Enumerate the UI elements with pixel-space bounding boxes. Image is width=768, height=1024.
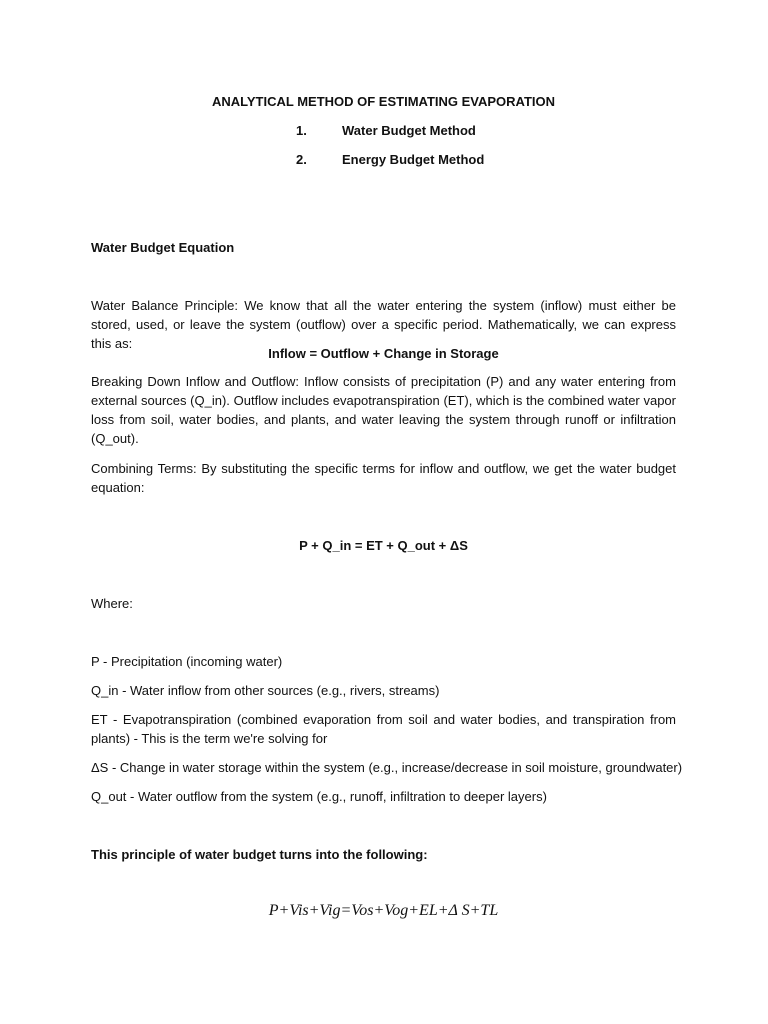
- method-number: 1.: [296, 123, 307, 138]
- definition-item: ΔS - Change in water storage within the system (e.g., increase/decrease in soil moisture, groundwater): [91, 760, 683, 775]
- definition-item: Q_out - Water outflow from the system (e.g., runoff, infiltration to deeper layers): [91, 789, 547, 804]
- equation-water-budget: P + Q_in = ET + Q_out + ΔS: [299, 538, 468, 553]
- method-label: Energy Budget Method: [342, 152, 485, 167]
- paragraph-balance: Water Balance Principle: We know that all the water entering the system (inflow) must either be stored, used, or leave the system (outflow) over a specific period. Mathematically, we can express this as:: [91, 298, 676, 351]
- definition-item: P - Precipitation (incoming water): [91, 654, 283, 669]
- method-number: 2.: [296, 152, 307, 167]
- principle-heading: This principle of water budget turns into the following:: [91, 847, 428, 862]
- paragraph-breaking-down: Breaking Down Inflow and Outflow: Inflow consists of precipitation (P) and any water entering from external sources (Q_in). Outflow includes evapotranspiration (ET), which is the combined water vapor loss from soil, water bodies, and plants, and water leaving the system through runoff or infiltration (Q_out).: [91, 374, 676, 446]
- method-label: Water Budget Method: [342, 123, 476, 138]
- equation-storage: Inflow = Outflow + Change in Storage: [268, 346, 499, 361]
- document-title: ANALYTICAL METHOD OF ESTIMATING EVAPORATION: [211, 94, 556, 109]
- section-heading: Water Budget Equation: [91, 240, 235, 255]
- equation-final: P+Vis+Vig=Vos+Vog+EL+Δ S+TL: [268, 902, 499, 919]
- where-label: Where:: [91, 596, 133, 611]
- definition-item: Q_in - Water inflow from other sources (e.g., rivers, streams): [91, 683, 440, 698]
- definition-item: ET - Evapotranspiration (combined evaporation from soil and water bodies, and transpiration from plants) - This is the term we're solving for: [91, 712, 676, 746]
- paragraph-combining: Combining Terms: By substituting the specific terms for inflow and outflow, we get the water budget equation:: [91, 461, 676, 495]
